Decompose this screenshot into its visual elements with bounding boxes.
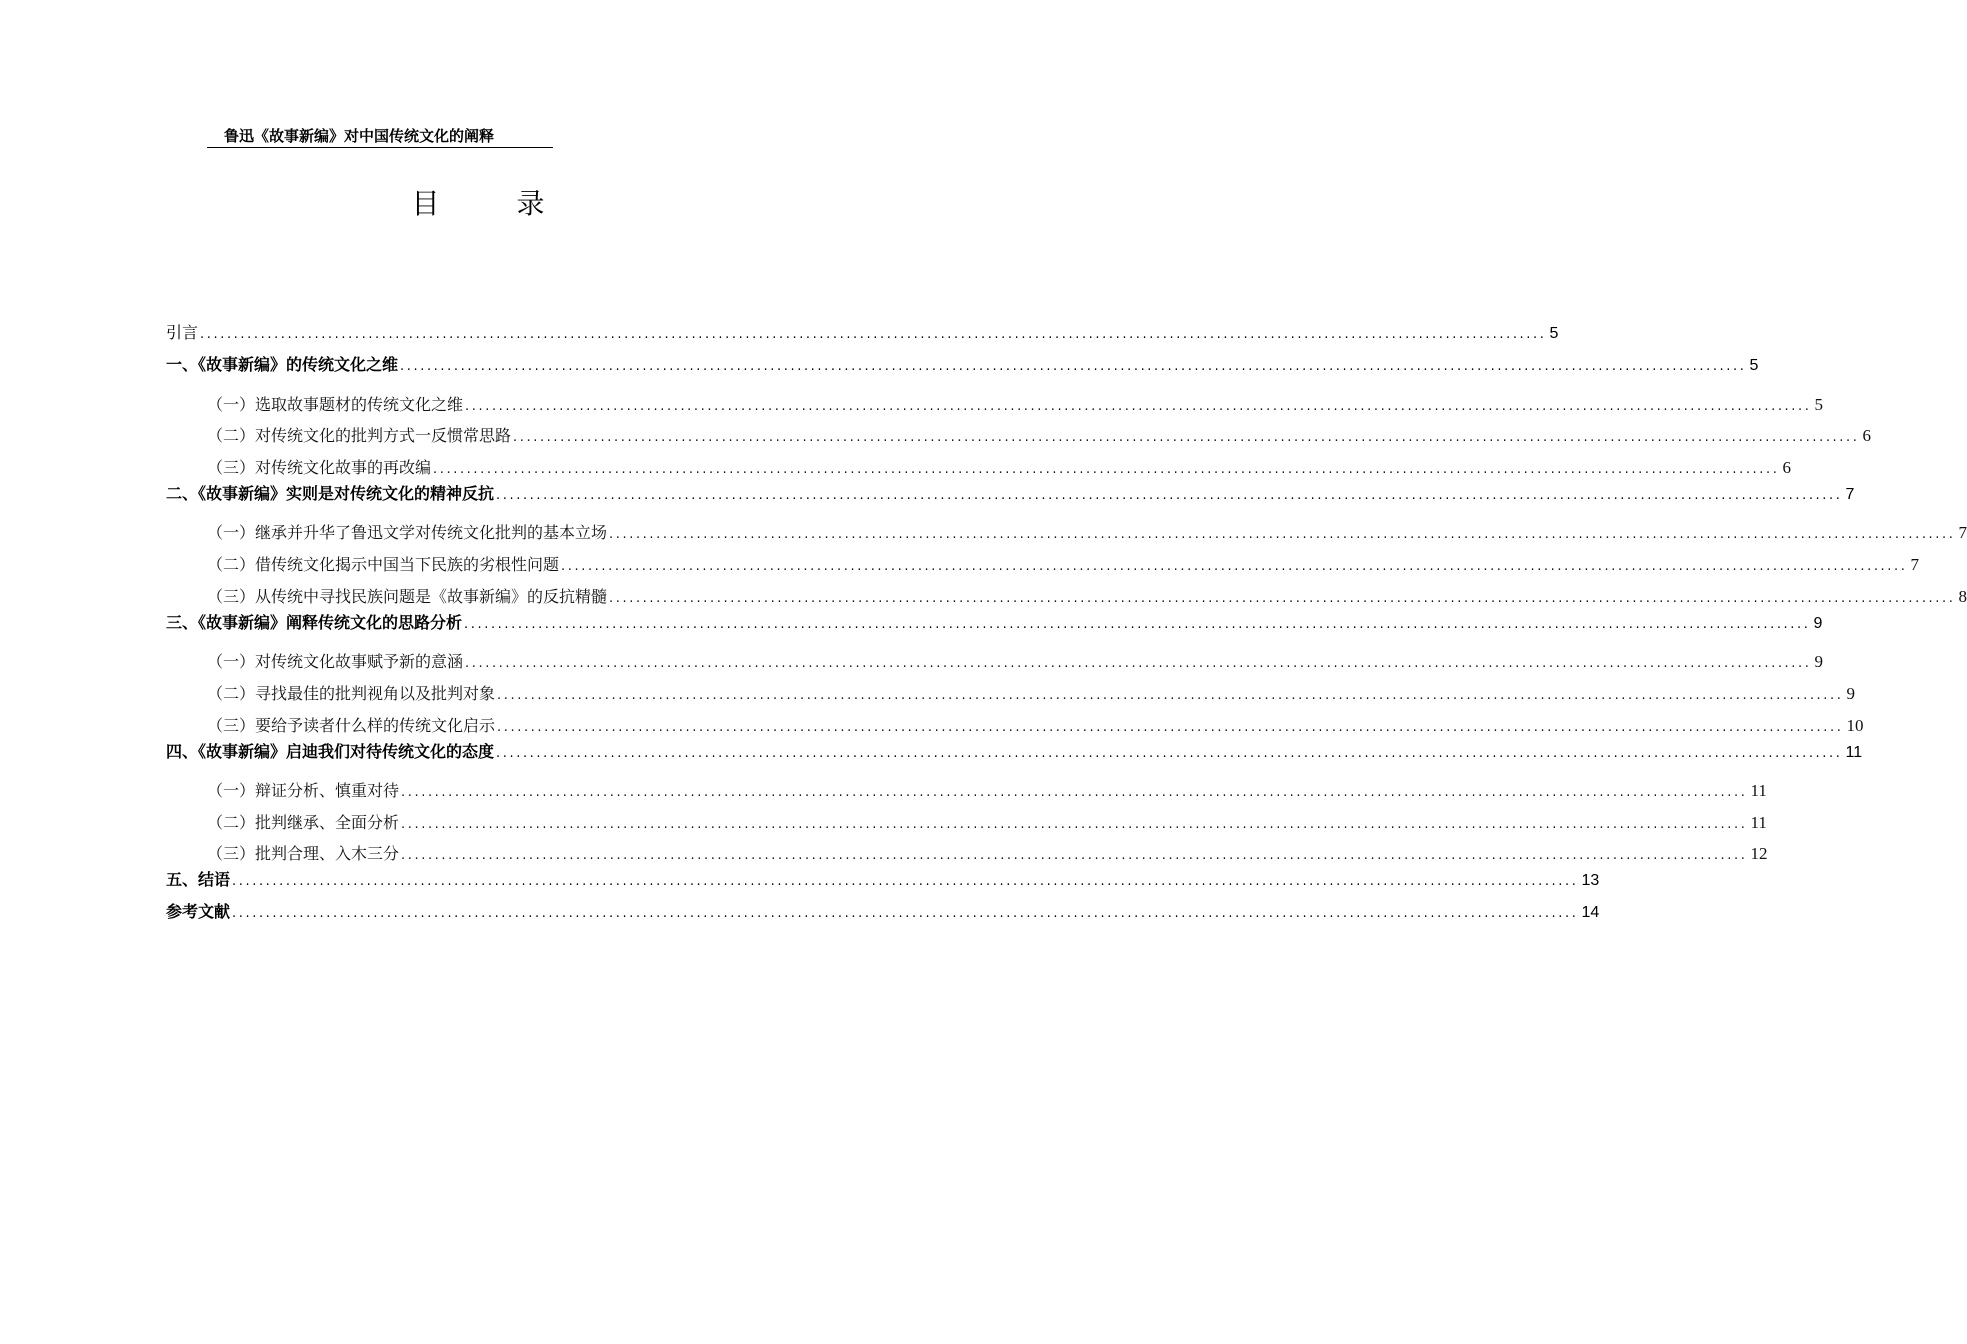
toc-entry-page: 12 [1750,844,1768,863]
toc-entry[interactable] [207,780,1767,802]
toc-entry[interactable] [166,483,1855,505]
toc-entry-label: 一、《故事新编》的传统文化之维 [166,355,399,374]
toc-entry-page: 14 [1581,904,1600,921]
toc-entry[interactable] [166,901,1600,923]
toc-entry-page: 9 [1846,684,1855,703]
toc-entry-label: 五、结语 [166,870,231,889]
toc-entry[interactable] [207,522,1967,544]
toc-leader-dots: ........................................................................................................................................................................................................ [561,559,1908,574]
toc-entry[interactable] [207,425,1871,447]
toc-entry-label: （二）借传统文化揭示中国当下民族的劣根性问题 [207,555,560,574]
toc-entry-page: 5 [1814,395,1823,414]
toc-leader-dots: ........................................................................................................................................................................................................ [464,617,1811,632]
toc-entry-page: 7 [1910,555,1919,574]
toc-leader-dots: ........................................................................................................................................................................................................ [232,906,1579,921]
toc-entry-page: 13 [1581,872,1600,889]
toc-entry-label: 引言 [166,323,199,342]
toc-entry[interactable] [207,457,1791,479]
toc-entry-page: 11 [1750,781,1767,800]
toc-entry-page: 5 [1749,357,1759,374]
toc-entry-label: （一）选取故事题材的传统文化之维 [207,395,464,414]
toc-entry-label: （二）批判继承、全面分析 [207,813,400,832]
toc-leader-dots: ........................................................................................................................................................................................................ [497,688,1844,703]
toc-entry[interactable] [166,612,1823,634]
toc-leader-dots: ........................................................................................................................................................................................................ [465,399,1812,414]
toc-title: 目 录 [411,187,579,220]
toc-entry[interactable] [166,322,1559,344]
toc-entry-page: 6 [1782,458,1791,477]
toc-entry-label: （二）寻找最佳的批判视角以及批判对象 [207,684,496,703]
toc-entry-page: 6 [1862,426,1871,445]
toc-entry[interactable] [207,651,1823,673]
toc-entry[interactable] [207,683,1855,705]
toc-entry[interactable] [166,869,1600,891]
toc-entry-page: 7 [1958,523,1967,542]
toc-leader-dots: ........................................................................................................................................................................................................ [401,817,1748,832]
toc-leader-dots: ........................................................................................................................................................................................................ [609,591,1956,606]
toc-entry-label: （二）对传统文化的批判方式一反惯常思路 [207,426,512,445]
toc-leader-dots: ........................................................................................................................................................................................................ [232,874,1579,889]
toc-entry[interactable] [166,354,1759,376]
toc-leader-dots: ........................................................................................................................................................................................................ [465,656,1812,671]
toc-leader-dots: ........................................................................................................................................................................................................ [401,848,1748,863]
toc-leader-dots: ........................................................................................................................................................................................................ [513,430,1860,445]
toc-entry-label: （三）从传统中寻找民族问题是《故事新编》的反抗精髓 [207,587,608,606]
toc-entry[interactable] [166,741,1863,763]
toc-leader-dots: ........................................................................................................................................................................................................ [497,720,1844,735]
toc-entry[interactable] [207,394,1823,416]
toc-leader-dots: ........................................................................................................................................................................................................ [609,527,1956,542]
toc-entry-page: 11 [1845,744,1863,761]
toc-entry-label: 四、《故事新编》启迪我们对待传统文化的态度 [166,742,495,761]
toc-entry-label: （一）继承并升华了鲁迅文学对传统文化批判的基本立场 [207,523,608,542]
toc-entry-label: （一）对传统文化故事赋予新的意涵 [207,652,464,671]
toc-entry-label: （三）批判合理、入木三分 [207,844,400,863]
toc-entry-page: 8 [1958,587,1967,606]
toc-entry[interactable] [207,715,1864,737]
toc-entry-label: 三、《故事新编》阐释传统文化的思路分析 [166,613,463,632]
toc-leader-dots: ........................................................................................................................................................................................................ [400,359,1747,374]
toc-entry-label: （三）对传统文化故事的再改编 [207,458,432,477]
toc-leader-dots: ........................................................................................................................................................................................................ [496,746,1843,761]
toc-entry-page: 5 [1549,325,1559,342]
toc-leader-dots: ........................................................................................................................................................................................................ [433,462,1780,477]
toc-entry-label: （三）要给予读者什么样的传统文化启示 [207,716,496,735]
toc-entry-page: 9 [1814,652,1823,671]
toc-entry-page: 9 [1813,615,1823,632]
toc-leader-dots: ........................................................................................................................................................................................................ [200,327,1547,342]
toc-entry[interactable] [207,586,1967,608]
toc-entry-label: 参考文献 [166,902,231,921]
page-header: 鲁迅《故事新编》对中国传统文化的阐释 [207,126,553,148]
toc-entry[interactable] [207,843,1768,865]
toc-entry-label: （一）辩证分析、慎重对待 [207,781,400,800]
toc-entry[interactable] [207,554,1919,576]
toc-entry-label: 二、《故事新编》实则是对传统文化的精神反抗 [166,484,495,503]
toc-entry-page: 7 [1845,486,1855,503]
toc-leader-dots: ........................................................................................................................................................................................................ [496,488,1843,503]
toc-entry-page: 10 [1846,716,1864,735]
toc-leader-dots: ........................................................................................................................................................................................................ [401,785,1748,800]
toc-entry[interactable] [207,812,1767,834]
toc-entry-page: 11 [1750,813,1767,832]
